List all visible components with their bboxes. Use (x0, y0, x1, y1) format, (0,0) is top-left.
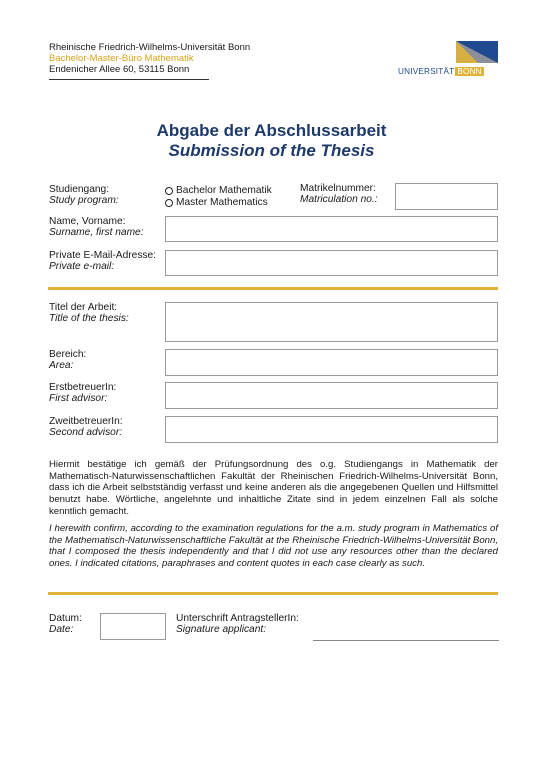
radio-master[interactable] (165, 197, 268, 208)
study-program-label-en: Study program: (49, 195, 119, 206)
email-label-en: Private e-mail: (49, 261, 115, 272)
footer-divider (48, 592, 498, 595)
email-field[interactable] (165, 250, 498, 276)
office-name: Bachelor-Master-Büro Mathematik (49, 53, 194, 64)
signature-label-de: Unterschrift AntragstellerIn: (176, 613, 299, 624)
name-label-de: Name, Vorname: (49, 216, 126, 227)
thesis-title-field[interactable] (165, 302, 498, 342)
date-label (49, 613, 82, 635)
header-divider (49, 79, 209, 80)
declaration-english: I herewith confirm, according to the examination regulations for the a.m. study program in Mathematics of the Mathematisch-Naturwissenschaftliche Fakultät at the Rheinische Friedrich-Wilhelms-Universität Bonn, that I composed the thesis independently and that I did not use any resources other than the declared ones. I indicated citations, paraphrases and content quotes in each case clearly as such. (49, 523, 498, 570)
logo-word-universitaet: UNIVERSITÄT (398, 67, 455, 76)
first-advisor-field[interactable] (165, 382, 498, 409)
name-label (49, 216, 144, 238)
second-advisor-label-de: ZweitbetreuerIn: (49, 416, 123, 427)
matriculation-label-de: Matrikelnummer: (300, 183, 376, 194)
email-label (49, 250, 156, 272)
radio-circle[interactable] (165, 187, 173, 195)
signature-label (176, 613, 299, 635)
date-label-en: Date: (49, 624, 74, 635)
name-label-en: Surname, first name: (49, 227, 144, 238)
declaration-german: Hiermit bestätige ich gemäß der Prüfungsordnung des o.g. Studiengangs in Mathematik der Mathematisch-Naturwissenschaftlichen Fakultät der Rheinischen Friedrich-Wilhelms-Universität Bonn, dass ich die Arbeit selbstständig verfasst und keine anderen als die angegebenen Quellen und Hilfsmittel benutzt habe. Wörtliche, angelehnte und inhaltliche Zitate sind in jedem einzelnen Fall als solche kenntlich gemacht. (49, 459, 498, 517)
area-field[interactable] (165, 349, 498, 376)
title-english: Submission of the Thesis (168, 141, 375, 160)
thesis-title-label-en: Title of the thesis: (49, 313, 129, 324)
radio-bachelor-label: Bachelor Mathematik (176, 185, 272, 196)
radio-master-label: Master Mathematics (176, 197, 268, 208)
study-program-label-de: Studiengang: (49, 184, 110, 195)
email-label-de: Private E-Mail-Adresse: (49, 250, 156, 261)
study-program-label (49, 184, 119, 206)
title-german: Abgabe der Abschlussarbeit (156, 121, 387, 140)
area-label (49, 349, 86, 371)
second-advisor-label-en: Second advisor: (49, 427, 123, 438)
section-divider (48, 287, 498, 290)
university-logo (398, 40, 498, 80)
matriculation-label-en: Matriculation no.: (300, 194, 378, 205)
radio-bachelor[interactable] (165, 185, 272, 196)
radio-circle[interactable] (165, 199, 173, 207)
thesis-title-label-de: Titel der Arbeit: (49, 302, 118, 313)
date-field[interactable] (100, 613, 166, 640)
first-advisor-label-en: First advisor: (49, 393, 108, 404)
date-label-de: Datum: (49, 613, 82, 624)
university-name: Rheinische Friedrich-Wilhelms-Universität Bonn (49, 42, 251, 53)
office-address: Endenicher Allee 60, 53115 Bonn (49, 64, 190, 75)
matriculation-field[interactable] (395, 183, 498, 210)
area-label-de: Bereich: (49, 349, 87, 360)
logo-word-bonn: BONN (457, 67, 482, 76)
thesis-title-label (49, 302, 129, 324)
signature-label-en: Signature applicant: (176, 624, 267, 635)
second-advisor-field[interactable] (165, 416, 498, 443)
name-field[interactable] (165, 216, 498, 242)
first-advisor-label-de: ErstbetreuerIn: (49, 382, 117, 393)
second-advisor-label (49, 416, 123, 438)
matriculation-label (300, 183, 378, 205)
signature-line[interactable] (313, 640, 499, 641)
area-label-en: Area: (49, 360, 74, 371)
first-advisor-label (49, 382, 116, 404)
